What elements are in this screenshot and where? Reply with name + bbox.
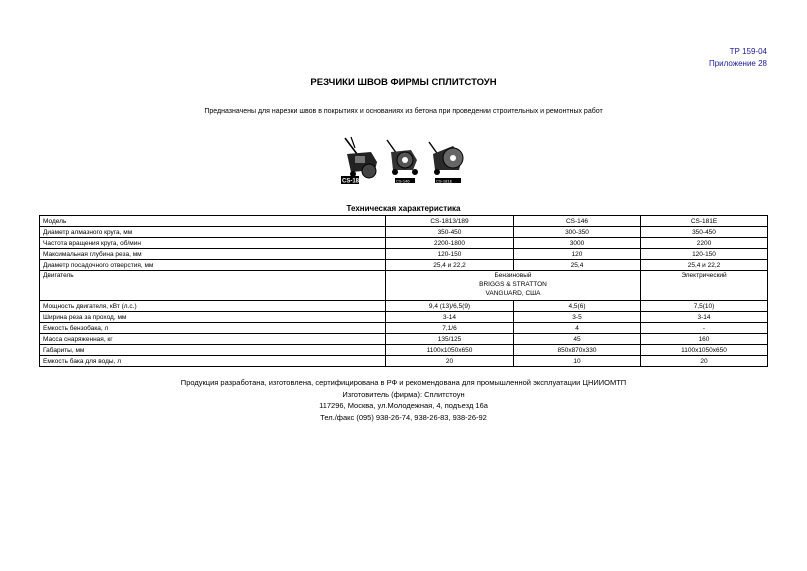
cell-cs1813: 350-450	[386, 227, 514, 238]
document-code: ТР 159-04	[729, 47, 767, 56]
row-label: Масса снаряженная, кг	[40, 334, 386, 345]
photo-machine-cs146	[383, 136, 425, 184]
cell-cs1813: 20	[386, 356, 514, 367]
table-row	[40, 216, 768, 227]
row-label: Частота вращения круга, об/мин	[40, 238, 386, 249]
table-row	[40, 334, 768, 345]
cell-cs146: 45	[514, 334, 641, 345]
row-label: Габариты, мм	[40, 345, 386, 356]
table-row	[40, 356, 768, 367]
manufacturer-info	[0, 377, 807, 423]
cell-cs181e: 1100х1050х650	[641, 345, 768, 356]
document-reference	[709, 46, 767, 70]
row-label: Двигатель	[40, 271, 386, 301]
photo-caption-3: CS-181E	[436, 178, 453, 184]
certification-text: Продукция разработана, изготовлена, сертифицирована в РФ и рекомендована для промышленной эксплуатации ЦНИИОМТП	[180, 378, 627, 387]
photo-caption-2: CS-146	[396, 178, 410, 184]
cell-cs181e: 350-450	[641, 227, 768, 238]
table-row	[40, 323, 768, 334]
table-row-engine	[40, 271, 768, 301]
row-label: Максимальная глубина реза, мм	[40, 249, 386, 260]
engine-petrol-origin: VANGUARD, США	[485, 290, 541, 297]
cell-cs181e: 7,5(10)	[641, 301, 768, 312]
row-label: Емкость бензобака, л	[40, 323, 386, 334]
cell-cs146: 850х870х330	[514, 345, 641, 356]
cell-cs181e: 160	[641, 334, 768, 345]
cell-cs146: 300-350	[514, 227, 641, 238]
cell-cs1813: CS-1813/189	[386, 216, 514, 227]
cell-cs146: 4,5(6)	[514, 301, 641, 312]
cell-cs1813: 3-14	[386, 312, 514, 323]
cell-cs146: 25,4	[514, 260, 641, 271]
cell-cs146: 120	[514, 249, 641, 260]
manufacturer-address: 117296, Москва, ул.Молодежная, 4, подъезд 16а	[319, 401, 488, 410]
row-label: Ширина реза за проход, мм	[40, 312, 386, 323]
engine-petrol-brand: BRIGGS & STRATTON	[479, 281, 547, 288]
photo-caption-1: CS-1813	[342, 178, 366, 184]
spec-table	[39, 215, 768, 367]
cell-cs146: CS-146	[514, 216, 641, 227]
cell-cs1813: 7,1/6	[386, 323, 514, 334]
cell-cs181e: -	[641, 323, 768, 334]
appendix-label: Приложение 28	[708, 59, 767, 68]
cell-cs1813: 1100х1050х650	[386, 345, 514, 356]
table-row	[40, 238, 768, 249]
cell-cs181e: 25,4 и 22,2	[641, 260, 768, 271]
purpose-text: Предназначены для нарезки швов в покрытиях и основаниях из бетона при проведении строительных и ремонтных работ	[204, 108, 603, 115]
cell-cs181e: 3-14	[641, 312, 768, 323]
cell-cs1813: 2200-1800	[386, 238, 514, 249]
table-row	[40, 260, 768, 271]
cell-cs1813: 120-150	[386, 249, 514, 260]
manufacturer-phone: Тел./факс (095) 938-26-74, 938-26-83, 938-26-92	[320, 412, 487, 422]
row-label: Модель	[40, 216, 386, 227]
cell-cs181e: 20	[641, 356, 768, 367]
cell-cs181e: CS-181E	[641, 216, 768, 227]
cell-cs146: 3-5	[514, 312, 641, 323]
cell-cs1813: 135/125	[386, 334, 514, 345]
product-photos	[341, 136, 467, 184]
row-label: Диаметр посадочного отверстия, мм	[40, 260, 386, 271]
page-title: РЕЗЧИКИ ШВОВ ФИРМЫ СПЛИТСТОУН	[310, 77, 497, 88]
row-label: Емкость бака для воды, л	[40, 356, 386, 367]
cell-engine-electric: Электрический	[641, 271, 768, 301]
table-row	[40, 301, 768, 312]
cell-cs146: 10	[514, 356, 641, 367]
table-row	[40, 227, 768, 238]
cell-cs1813: 25,4 и 22,2	[386, 260, 514, 271]
cell-cs181e: 120-150	[641, 249, 768, 260]
table-row	[40, 345, 768, 356]
photo-machine-cs181e	[425, 136, 467, 184]
manufacturer-name: Изготовитель (фирма): Сплитстоун	[342, 389, 465, 399]
table-row	[40, 249, 768, 260]
engine-petrol-type: Бензиновый	[494, 272, 532, 279]
cell-cs146: 3000	[514, 238, 641, 249]
cell-engine-petrol	[386, 271, 641, 301]
table-row	[40, 312, 768, 323]
cell-cs1813: 9,4 (13)/6,5(9)	[386, 301, 514, 312]
row-label: Диаметр алмазного круга, мм	[40, 227, 386, 238]
cell-cs146: 4	[514, 323, 641, 334]
table-title: Техническая характеристика	[346, 204, 461, 213]
row-label: Мощность двигателя, кВт (л.с.)	[40, 301, 386, 312]
cell-cs181e: 2200	[641, 238, 768, 249]
photo-machine-cs1813	[341, 136, 383, 184]
